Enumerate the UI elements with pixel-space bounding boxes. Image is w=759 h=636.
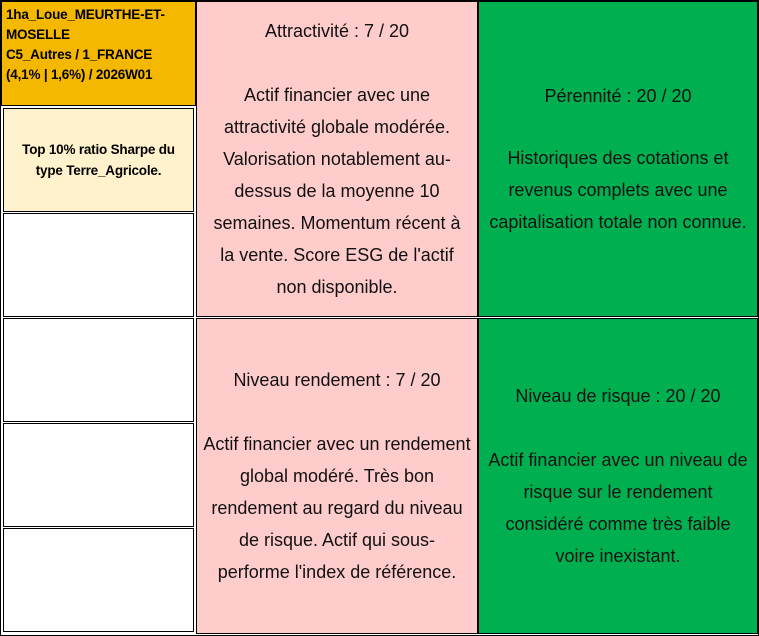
asset-id-line-1: 1ha_Loue_MEURTHE-ET-: [6, 7, 165, 22]
empty-cell-3: [3, 423, 194, 527]
empty-cell-4: [3, 528, 194, 632]
risque-cell: [478, 318, 758, 634]
attractivite-text: Actif financier avec une attractivité globale modérée. Valorisation notablement au-dessus de la moyenne 10 semaines. Momentum récent à la vente. Score ESG de l'actif non disponible.: [213, 85, 461, 297]
asset-id-line-2: MOSELLE: [6, 27, 70, 42]
rendement-cell: [196, 318, 478, 634]
attractivite-title: Attractivité : 7 / 20: [264, 21, 410, 41]
perennite-cell: [478, 1, 758, 317]
highlight-cell: [3, 108, 194, 212]
rendement-text: Actif financier avec un rendement global modéré. Très bon rendement au regard du niveau de risque. Actif qui sous-performe l'index de référence.: [203, 434, 471, 582]
perennite-text: Historiques des cotations et revenus complets avec une capitalisation totale non connue.: [489, 148, 747, 232]
asset-id-line-4: (4,1% | 1,6%) / 2026W01: [6, 67, 153, 82]
highlight-text: Top 10% ratio Sharpe du type Terre_Agricole.: [22, 142, 175, 178]
asset-id-line-3: C5_Autres / 1_FRANCE: [6, 47, 153, 62]
risque-text: Actif financier avec un niveau de risque sur le rendement considéré comme très faible voire inexistant.: [488, 450, 748, 566]
risque-title: Niveau de risque : 20 / 20: [515, 386, 721, 406]
empty-cell-2: [3, 318, 194, 422]
attractivite-cell: [196, 1, 478, 317]
perennite-title: Pérennité : 20 / 20: [544, 86, 692, 106]
empty-cell-1: [3, 213, 194, 317]
asset-id-cell: [1, 1, 196, 106]
rendement-title: Niveau rendement : 7 / 20: [233, 370, 441, 390]
